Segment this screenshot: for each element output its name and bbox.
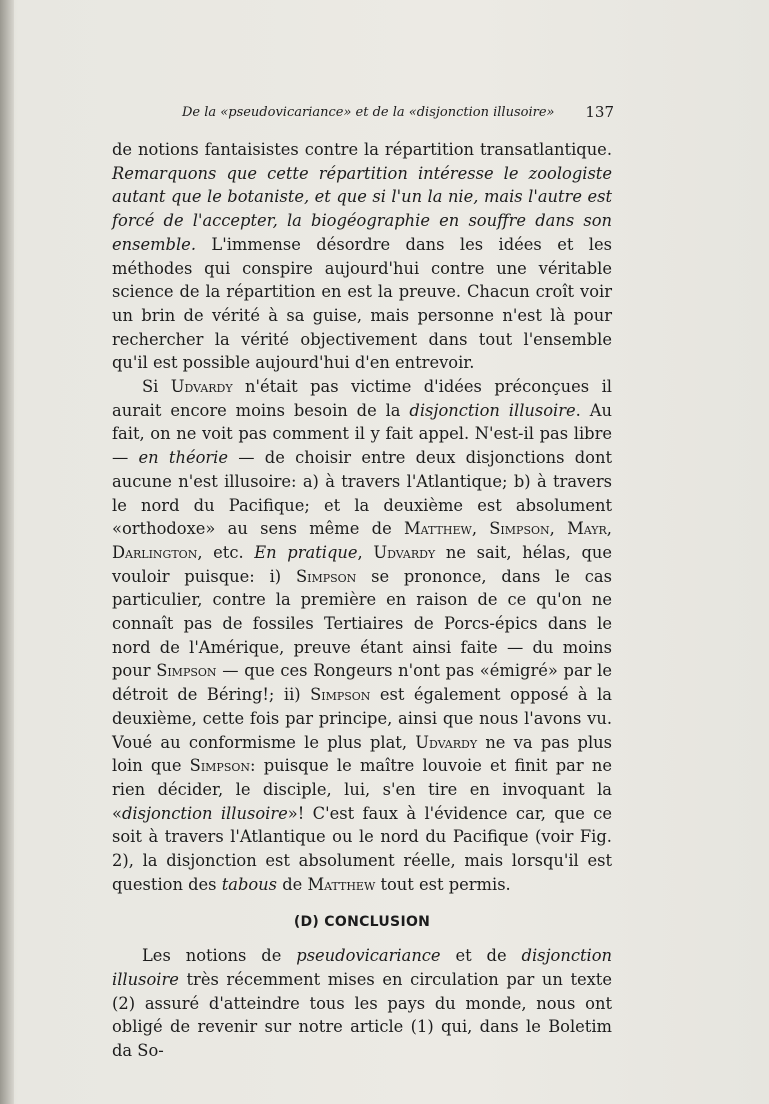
name-matthew: Matthew	[404, 519, 472, 539]
name-mayr: Mayr	[567, 519, 607, 539]
p2-t4: — de choisir entre deux disjonctions dont aucune n'est illusoire: a) à travers l'Atlantique; b) à travers le nord du Pacifique; et la deuxième est absolument «orthodoxe» au sens même de	[112, 448, 612, 539]
paragraph-2	[112, 375, 612, 896]
p2-i1: disjonction illusoire	[409, 400, 576, 420]
p2-t6: ,	[357, 542, 374, 562]
p2-comma2: ,	[549, 519, 568, 539]
p3-t2: et de	[440, 946, 522, 966]
name-matthew: Matthew	[307, 874, 376, 894]
p2-t9: — que ces Rongeurs n'ont pas «émigré» par le détroit de Béring!; ii)	[112, 661, 612, 705]
p1-text-c: L'immense désordre dans les idées et les méthodes qui conspire aujourd'hui contre une véritable science de la répartition en est la preuve. Chacun croît voir un brin de vérité à sa guise, mais personne n'est là pour rechercher la vérité objectivement dans tout l'ensemble qu'il est possible aujourd'hui d'en entrevoir.	[112, 234, 612, 373]
p2-t5: , etc.	[197, 542, 255, 562]
p1-text-a: de notions fantaisistes contre la répartition transatlantique.	[112, 140, 612, 159]
binding-shadow	[0, 0, 14, 1104]
page-number: 137	[585, 103, 614, 121]
name-udvardy: Udvardy	[170, 377, 233, 397]
name-darlington: Darlington	[112, 542, 198, 562]
p2-t15: tout est permis.	[375, 874, 511, 894]
p2-t2: n'était pas victime d'idées préconçues il aurait encore moins besoin de la	[112, 377, 612, 420]
name-simpson: Simpson	[156, 661, 217, 681]
p1-italic: Remarquons que cette répartition intéresse le zoologiste autant que le botaniste, et que si l'un la nie, mais l'autre est forcé de l'accepter, la biogéographie en souffre dans son ensemble.	[112, 163, 612, 254]
p2-t8: se prononce, dans le cas particulier, contre la première en raison de ce qu'on ne connaît pas de fossiles Tertiaires de Porcs-épics dans le nord de l'Amérique, preuve étant ainsi faite — du moins pour	[112, 566, 612, 681]
paragraph-1	[112, 138, 612, 375]
name-udvardy: Udvardy	[415, 732, 478, 752]
p3-i2: disjonction illusoire	[112, 946, 612, 989]
p3-t3: très récemment mises en circulation par un texte (2) assuré d'atteindre tous les pays du monde, nous ont obligé de revenir sur notre article (1) qui, dans le Boletim da So-	[112, 969, 612, 1061]
p2-comma1: ,	[471, 519, 490, 539]
paragraph-3	[112, 944, 612, 1063]
body-text	[112, 138, 612, 1063]
p2-t7: ne sait, hélas, que vouloir puisque: i)	[112, 542, 613, 586]
p2-t12: : puisque le maître louvoie et finit par ne rien décider, le disciple, lui, s'en tire en invoquant la «	[112, 756, 612, 823]
p2-t11: ne va pas plus loin que	[112, 732, 613, 776]
p2-i4: disjonction illusoire	[121, 803, 288, 823]
name-simpson: Simpson	[489, 519, 550, 539]
name-simpson: Simpson	[189, 756, 251, 776]
name-simpson: Simpson	[310, 685, 371, 705]
p3-t1: Les notions de	[142, 946, 297, 966]
p2-comma3: ,	[606, 519, 612, 539]
p2-i2: en théorie	[138, 448, 229, 468]
p2-t10: est également opposé à la deuxième, cette fois par principe, ainsi que nous l'avons vu. Voué au conformisme le plus plat,	[112, 685, 612, 752]
p2-t13: »! C'est faux à l'évidence car, que ce soit à travers l'Atlantique ou le nord du Pacifique (voir Fig. 2), la disjonction est absolument réelle, mais lorsqu'il est question des	[112, 803, 612, 894]
running-head: De la «pseudovicariance» et de la «disjonction illusoire»	[182, 105, 555, 120]
p3-i1: pseudovicariance	[296, 946, 441, 966]
page-header	[170, 103, 614, 125]
p2-t3: . Au fait, on ne voit pas comment il y fait appel. N'est-il pas libre —	[112, 400, 612, 468]
name-simpson: Simpson	[295, 566, 357, 586]
section-heading: (D) CONCLUSION	[293, 913, 431, 930]
p2-t1: Si	[142, 377, 171, 397]
name-udvardy: Udvardy	[373, 542, 436, 562]
p2-i3: En pratique	[254, 542, 358, 562]
p2-i5: tabous	[221, 874, 278, 894]
p2-t14: de	[277, 874, 308, 894]
